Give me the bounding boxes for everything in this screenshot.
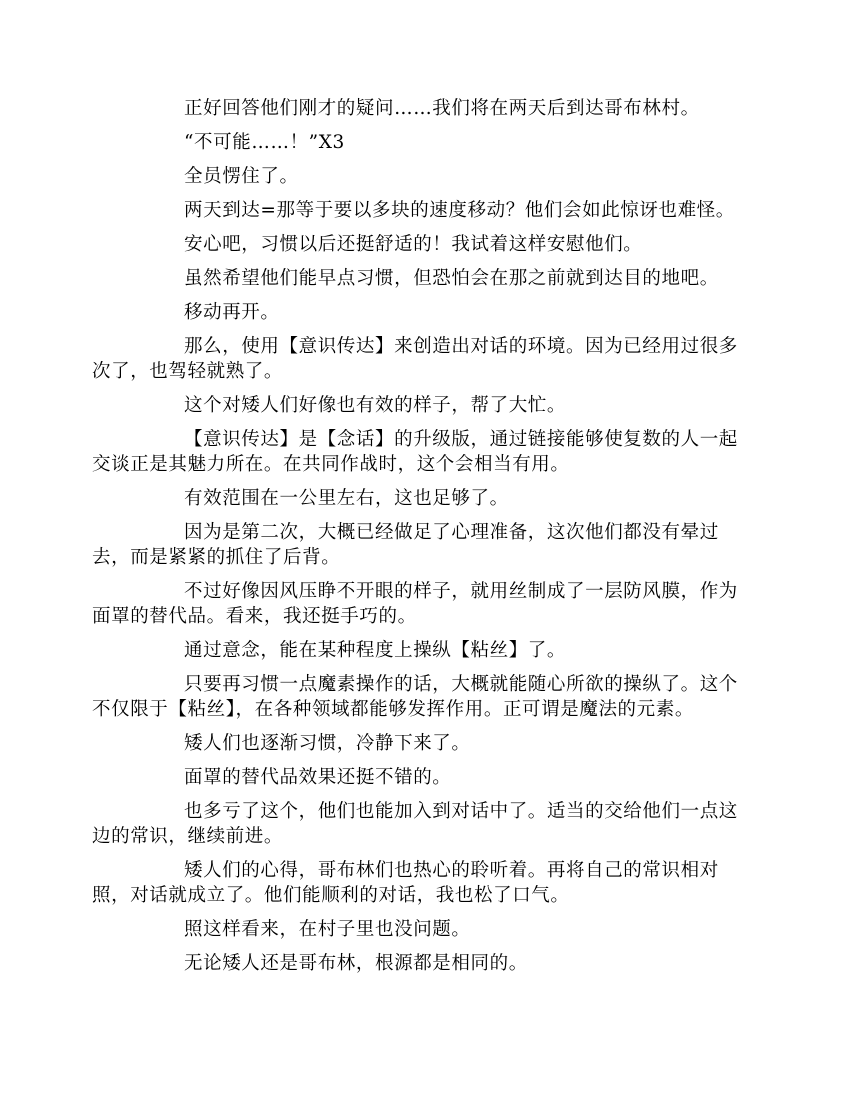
paragraph: 安心吧，习惯以后还挺舒适的！我试着这样安慰他们。 [184, 234, 643, 255]
paragraph: 不过好像因风压睁不开眼的样子，就用丝制成了一层防风膜，作为面罩的替代品。看来，我还挺手巧的。 [92, 581, 738, 627]
paragraph: 只要再习惯一点魔素操作的话，大概就能随心所欲的操纵了。这个不仅限于【粘丝】，在各种领域都能够发挥作用。正可谓是魔法的元素。 [92, 674, 738, 720]
paragraph: 这个对矮人们好像也有效的样子，帮了大忙。 [184, 395, 567, 416]
body-text [92, 96, 752, 985]
paragraph: 矮人们也逐渐习惯，冷静下来了。 [184, 733, 471, 754]
paragraph: 也多亏了这个，他们也能加入到对话中了。适当的交给他们一点这边的常识，继续前进。 [92, 801, 738, 847]
paragraph: 照这样看来，在村子里也没问题。 [184, 919, 471, 940]
paragraph: 有效范围在一公里左右，这也足够了。 [184, 488, 509, 509]
paragraph: 正好回答他们刚才的疑问……我们将在两天后到达哥布林村。 [184, 98, 700, 119]
paragraph: 移动再开。 [184, 302, 280, 323]
paragraph: “不可能……！”X3 [184, 132, 345, 153]
paragraph: 通过意念，能在某种程度上操纵【粘丝】了。 [184, 640, 567, 661]
paragraph: 因为是第二次，大概已经做足了心理准备，这次他们都没有晕过去，而是紧紧的抓住了后背。 [92, 522, 719, 568]
paragraph: 面罩的替代品效果还挺不错的。 [184, 767, 452, 788]
paragraph: 无论矮人还是哥布林，根源都是相同的。 [184, 953, 528, 974]
paragraph: 矮人们的心得，哥布林们也热心的聆听着。再将自己的常识相对照，对话就成立了。他们能顺利的对话，我也松了口气。 [92, 860, 719, 906]
paragraph: 全员愣住了。 [184, 166, 299, 187]
paragraph: 两天到达=那等于要以多块的速度移动？他们会如此惊讶也难怪。 [184, 200, 735, 221]
paragraph: 虽然希望他们能早点习惯，但恐怕会在那之前就到达目的地吧。 [184, 268, 719, 289]
paragraph: 【意识传达】是【念话】的升级版，通过链接能够使复数的人一起交谈正是其魅力所在。在共同作战时，这个会相当有用。 [92, 429, 738, 475]
paragraph: 那么，使用【意识传达】来创造出对话的环境。因为已经用过很多次了，也驾轻就熟了。 [92, 336, 738, 382]
